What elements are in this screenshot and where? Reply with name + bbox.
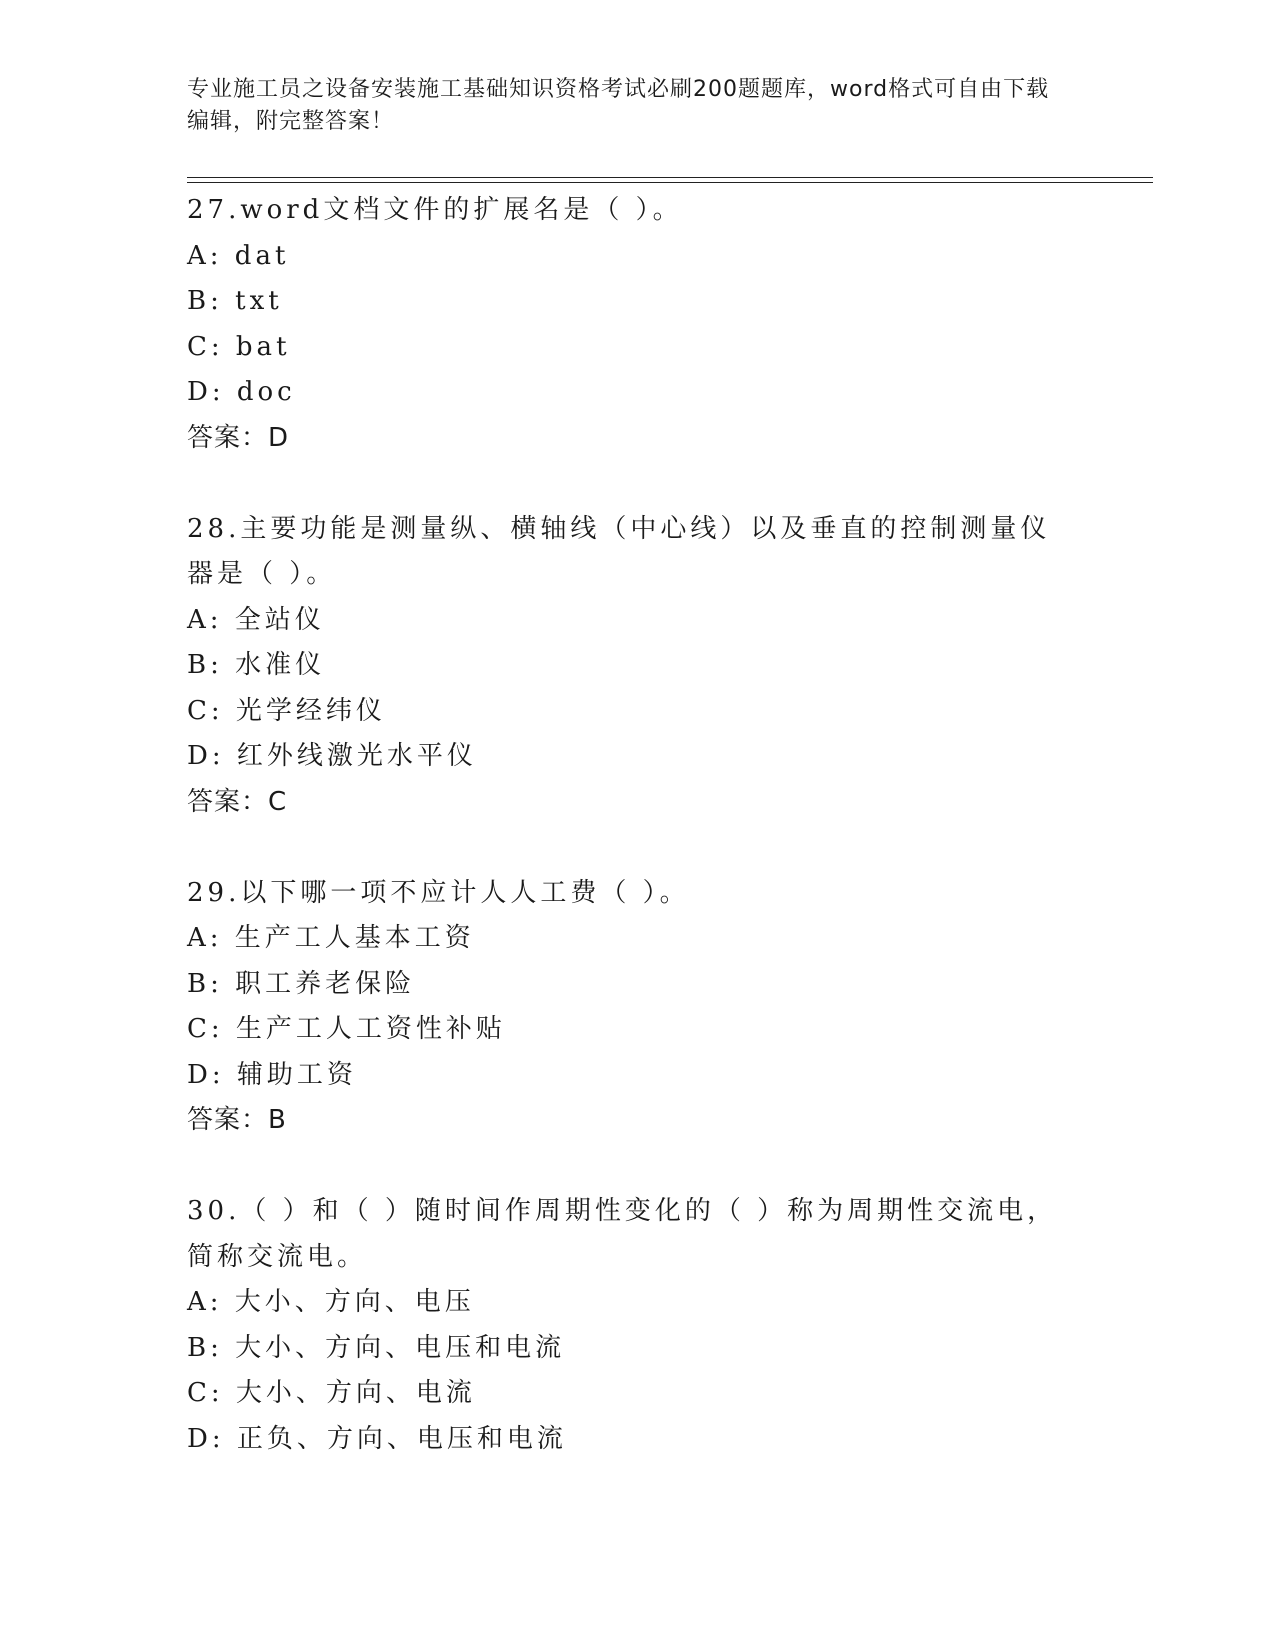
- document-header: 专业施工员之设备安装施工基础知识资格考试必刷200题题库，word格式可自由下载编辑，附完整答案！: [187, 77, 1050, 134]
- question-spacer: [187, 461, 1087, 507]
- header-divider-top: [187, 177, 1153, 178]
- question-text: 30.（ ）和（ ）随时间作周期性变化的（ ）称为周期性交流电，简称交流电。: [187, 1196, 1058, 1272]
- question-29: [187, 871, 1087, 1144]
- option-a: A: dat: [187, 240, 290, 271]
- option-c: C: bat: [187, 331, 291, 362]
- answer-line: 答案：B: [187, 1105, 287, 1135]
- answer-line: 答案：D: [187, 422, 290, 453]
- question-spacer: [187, 1144, 1087, 1190]
- option-a: A: 生产工人基本工资: [187, 923, 475, 953]
- option-c: C: 生产工人工资性补贴: [187, 1014, 506, 1044]
- option-c: C: 大小、方向、电流: [187, 1378, 476, 1408]
- question-text: 29.以下哪一项不应计人人工费（ ）。: [187, 877, 690, 908]
- question-text: 27.word文档文件的扩展名是（ ）。: [187, 195, 683, 225]
- question-list: [187, 188, 1087, 1462]
- answer-line: 答案：C: [187, 786, 288, 817]
- option-b: B: 大小、方向、电压和电流: [187, 1332, 566, 1363]
- option-b: B: txt: [187, 286, 283, 316]
- option-a: A: 全站仪: [187, 604, 325, 635]
- option-a: A: 大小、方向、电压: [187, 1287, 475, 1317]
- question-27: [187, 188, 1087, 461]
- option-c: C: 光学经纬仪: [187, 695, 386, 726]
- option-d: D: 红外线激光水平仪: [187, 741, 477, 771]
- option-b: B: 水准仪: [187, 650, 326, 680]
- option-d: D: 正负、方向、电压和电流: [187, 1423, 567, 1454]
- option-b: B: 职工养老保险: [187, 968, 416, 999]
- header-divider-bottom: [187, 182, 1153, 183]
- option-d: D: 辅助工资: [187, 1059, 357, 1090]
- question-28: [187, 507, 1087, 826]
- question-30: [187, 1189, 1087, 1462]
- option-d: D: doc: [187, 377, 296, 407]
- question-spacer: [187, 825, 1087, 871]
- question-text: 28.主要功能是测量纵、横轴线（中心线）以及垂直的控制测量仪器是（ ）。: [187, 513, 1051, 589]
